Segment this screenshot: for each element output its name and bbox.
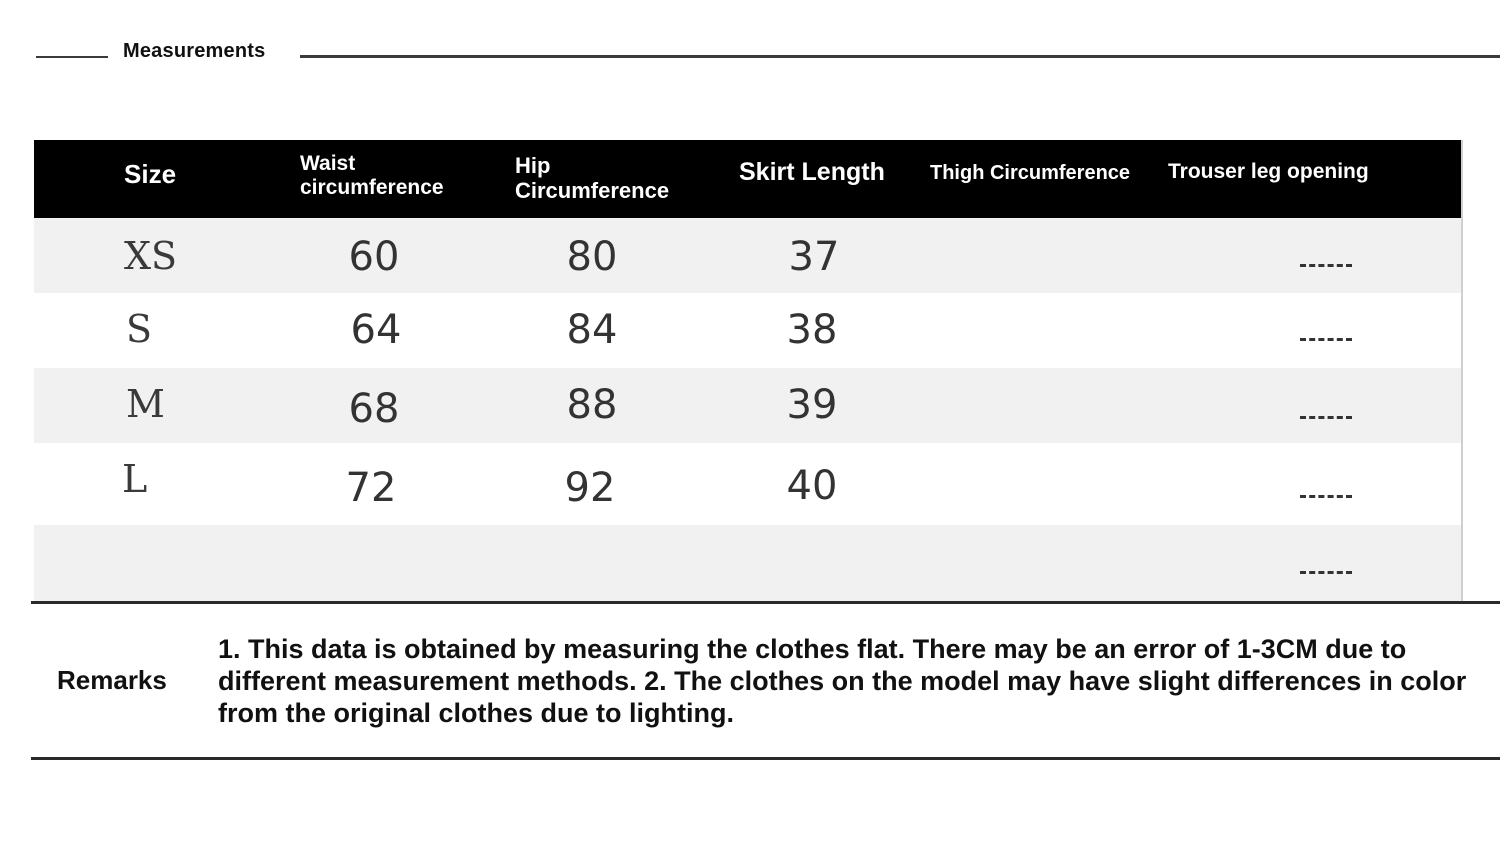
cell-size: XS	[124, 234, 178, 278]
table-row	[34, 368, 1462, 443]
cell-skirt-length: 39	[786, 382, 838, 428]
table-bottom-rule	[31, 601, 1500, 604]
table-row	[34, 525, 1462, 603]
cell-waist: 60	[348, 234, 400, 280]
cell-hip: 84	[566, 307, 618, 353]
header-waist: Waist circumference	[300, 152, 444, 200]
cell-hip: 80	[566, 234, 618, 280]
heading-rule-left	[36, 56, 108, 58]
remarks-label: Remarks	[57, 665, 167, 695]
cell-size: M	[126, 382, 165, 426]
header-trouser-leg-opening: Trouser leg opening	[1168, 160, 1369, 183]
header-thigh: Thigh Circumference	[930, 162, 1131, 184]
cell-size: S	[126, 307, 153, 351]
cell-size: L	[122, 457, 148, 501]
table-row	[34, 443, 1462, 525]
cell-trouser-leg-opening	[1300, 571, 1352, 574]
header-size: Size	[124, 159, 177, 189]
section-title: Measurements	[123, 40, 266, 62]
cell-skirt-length: 40	[786, 463, 838, 509]
table-header-row	[34, 140, 1462, 218]
cell-trouser-leg-opening	[1300, 495, 1352, 498]
cell-skirt-length: 37	[788, 234, 840, 280]
cell-hip: 88	[566, 382, 618, 428]
remarks-text: 1. This data is obtained by measuring the clothes flat. There may be an error of 1-3CM due to different measurement methods. 2. The clothes on the model may have slight differences in color from the original clothes due to lighting.	[218, 634, 1467, 728]
cell-trouser-leg-opening	[1300, 264, 1352, 267]
heading-rule-right	[300, 55, 1500, 58]
cell-waist: 64	[350, 307, 402, 353]
cell-skirt-length: 38	[786, 307, 838, 353]
size-chart-table	[34, 140, 1462, 603]
table-row	[34, 293, 1462, 368]
cell-waist: 68	[348, 386, 400, 432]
cell-hip: 92	[564, 465, 616, 511]
table-row	[34, 218, 1462, 293]
cell-waist: 72	[345, 465, 397, 511]
header-hip: Hip Circumference	[515, 153, 670, 204]
remarks-bottom-rule	[31, 757, 1500, 760]
cell-trouser-leg-opening	[1300, 338, 1352, 341]
header-skirt-length: Skirt Length	[739, 158, 885, 186]
table-right-border	[1461, 140, 1463, 602]
cell-trouser-leg-opening	[1300, 416, 1352, 419]
